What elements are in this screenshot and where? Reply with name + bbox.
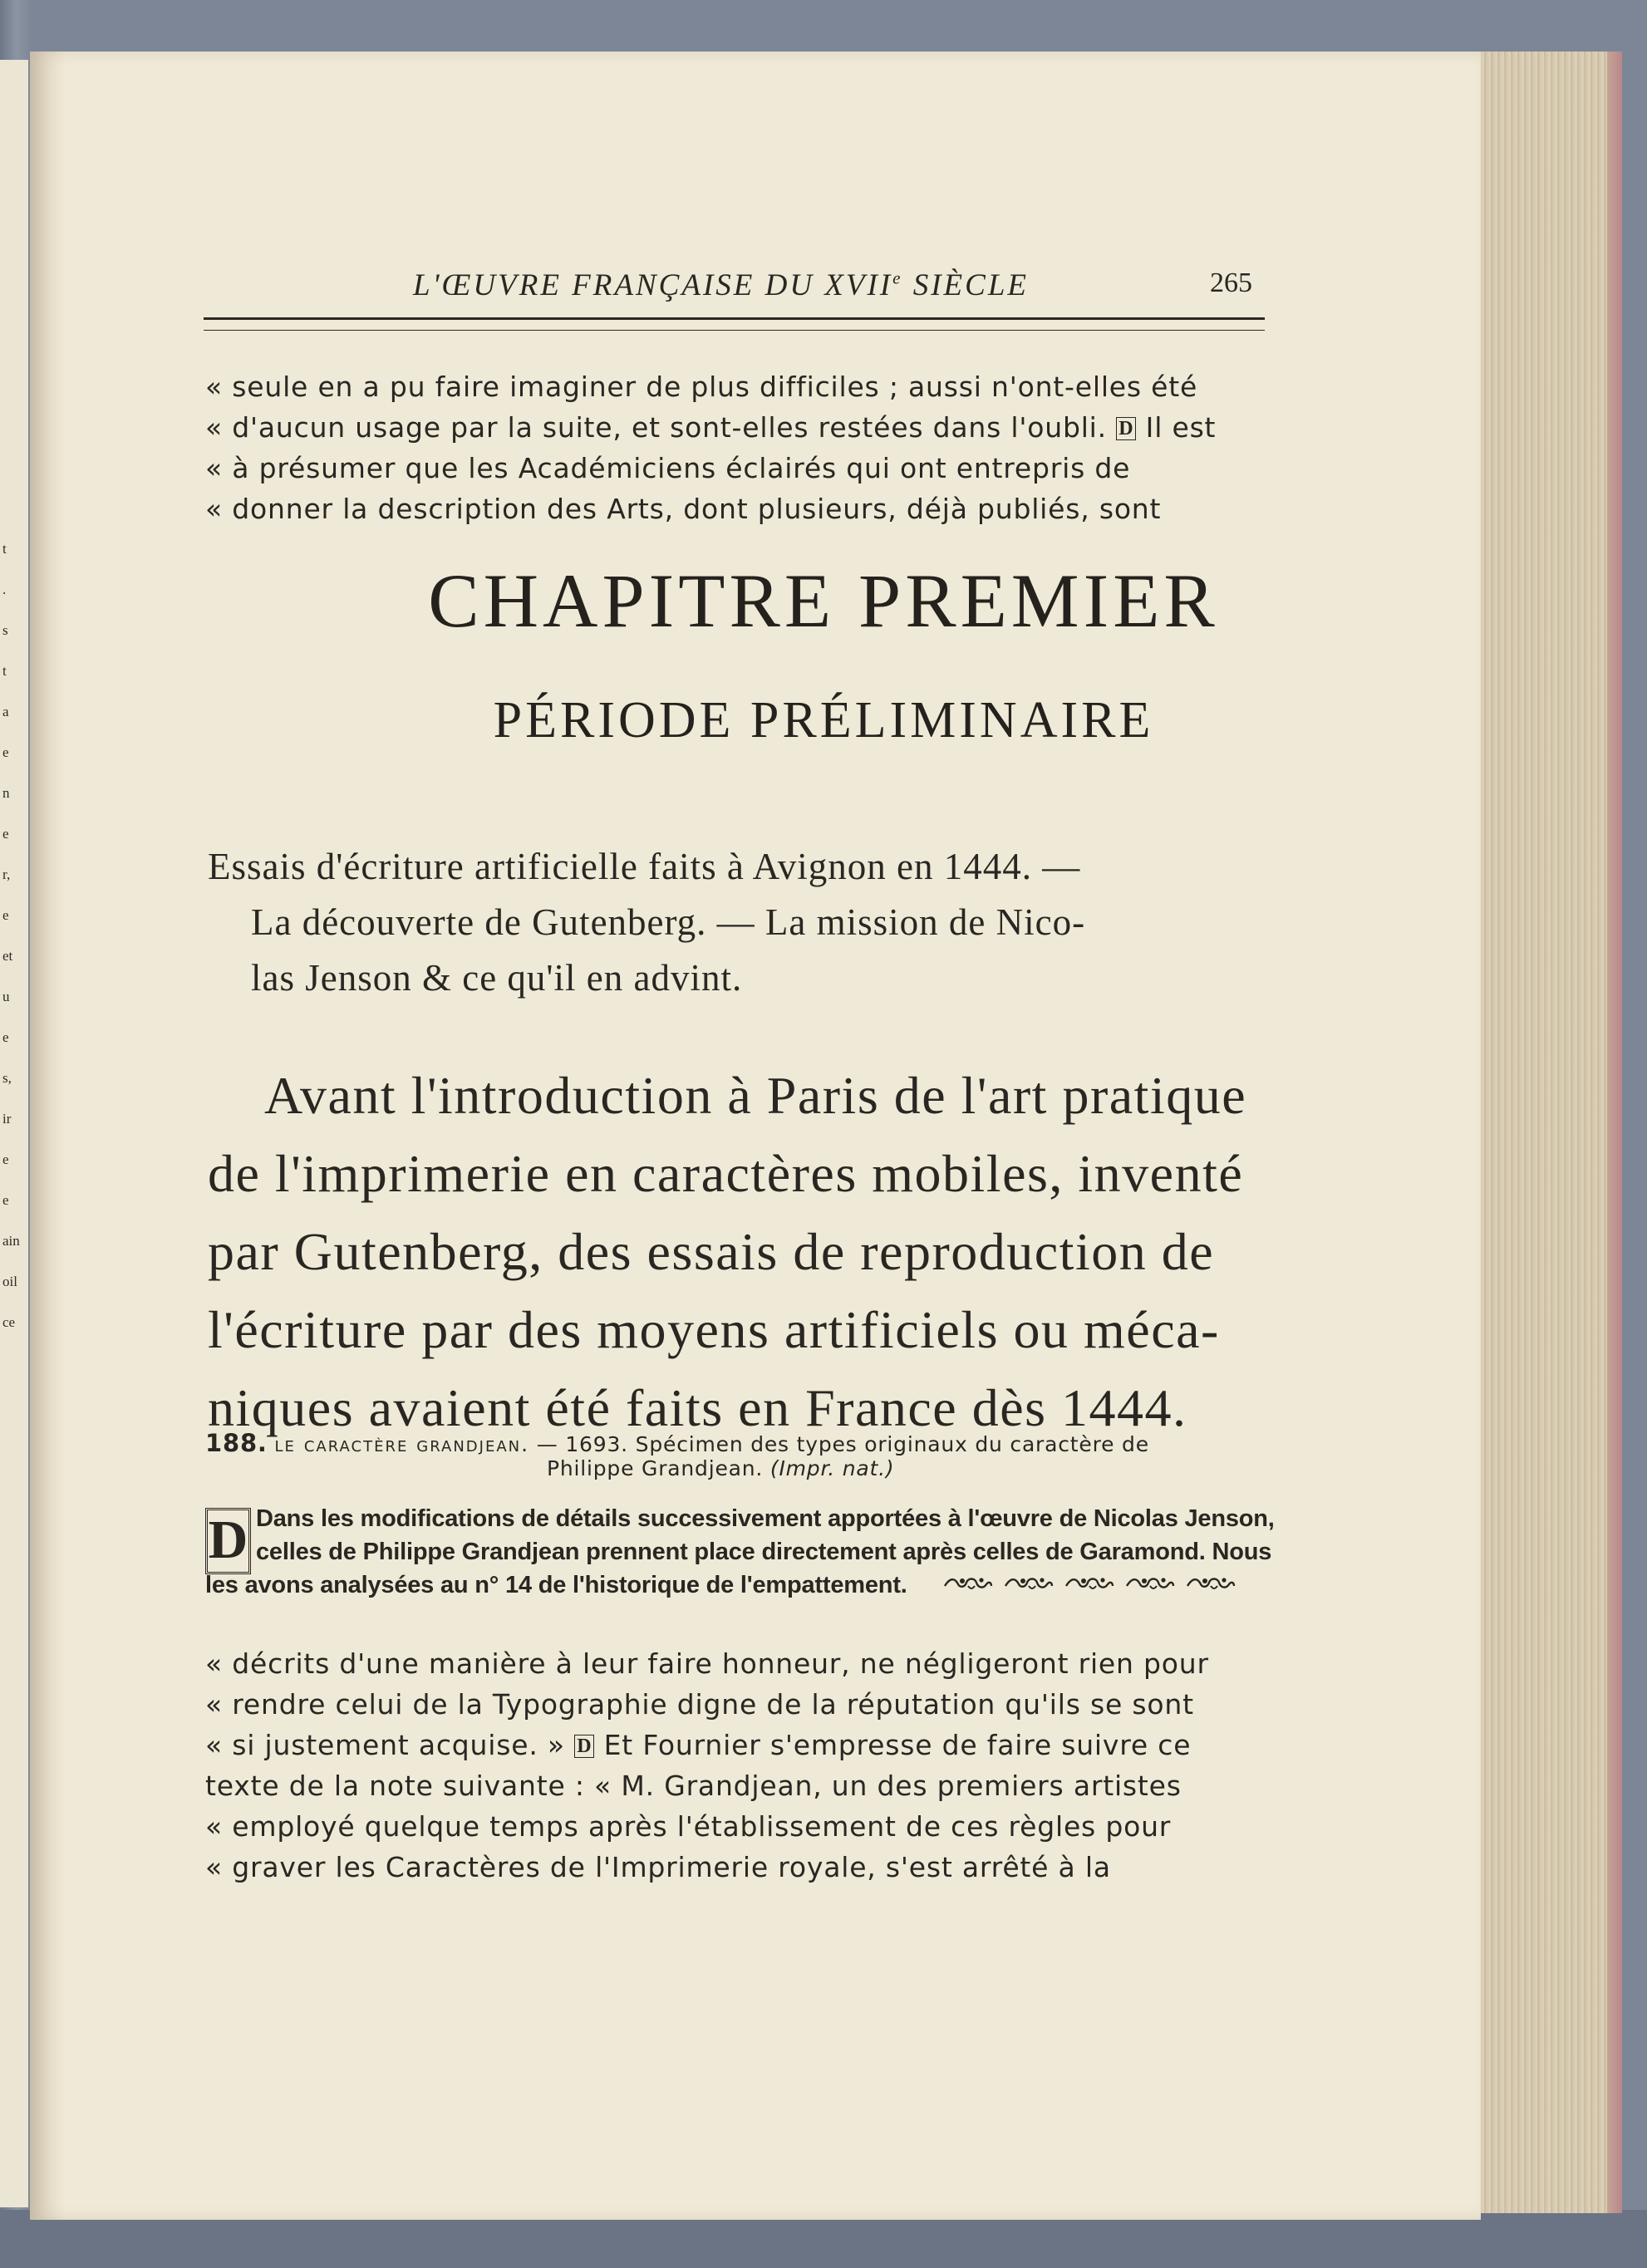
specimen-line: l'écriture par des moyens artificiels ou méca- [208,1300,1220,1359]
specimen-line: de l'imprimerie en caractères mobiles, inventé [208,1144,1244,1203]
summary-line: las Jenson & ce qu'il en advint. [251,957,743,999]
previous-page-text-fragment: e [2,1192,9,1208]
fleuron-icon [1064,1574,1114,1594]
text-fragment: Il est [1145,411,1217,444]
figure-number: 188. [205,1429,268,1457]
text-line [205,411,1216,444]
text-line: « employé quelque temps après l'établissement de ces règles pour [205,1810,1172,1843]
text-fragment: « si justement acquise. » [205,1729,565,1761]
previous-page-text-fragment: e [2,1029,9,1045]
page-gutter-shadow [30,52,65,2220]
previous-page-text-fragment: u [2,989,10,1004]
running-title-superscript: e [892,268,903,288]
text-line: « graver les Caractères de l'Imprimerie royale, s'est arrêté à la [205,1851,1111,1883]
chapter-title: CHAPITRE PREMIER [428,558,1219,643]
previous-page-text-fragment: n [2,785,10,801]
previous-page-text-fragment: s, [2,1070,12,1086]
text-line [205,1729,1191,1761]
drop-cap: D [205,1508,251,1574]
fleuron-icon [1186,1574,1236,1594]
page-block-edge [1481,52,1622,2213]
previous-page-text-fragment: s [2,622,8,638]
text-line: « à présumer que les Académiciens éclairés qui ont entrepris de [205,452,1131,484]
text-line: « seule en a pu faire imaginer de plus difficiles ; aussi n'ont-elles été [205,371,1198,403]
previous-page-edge [0,60,28,2207]
text-fragment: Et Fournier s'empresse de faire suivre ce [603,1729,1192,1761]
fleuron-icon [943,1574,993,1594]
previous-page-text-fragment: e [2,744,9,760]
red-edge [1607,52,1622,2213]
previous-page-text-fragment: r, [2,866,11,882]
previous-page-text-fragment: t [2,541,7,557]
summary-line: Essais d'écriture artificielle faits à Avignon en 1444. — [208,846,1081,887]
caption-text: Philippe Grandjean. [547,1456,764,1480]
note-line: celles de Philippe Grandjean prennent place directement après celles de Garamond. Nous [256,1539,1272,1565]
fleuron-icon [1125,1574,1175,1594]
text-line: texte de la note suivante : « M. Grandjean, un des premiers artistes [205,1770,1182,1802]
previous-page-text-fragment: e [2,1151,9,1167]
running-title [413,268,1029,303]
previous-page-text-fragment: ce [2,1314,16,1330]
specimen-line: par Gutenberg, des essais de reproduction de [208,1222,1215,1281]
paragraph-marker-icon: D [1116,417,1136,440]
chapter-subtitle: PÉRIODE PRÉLIMINAIRE [493,692,1154,749]
header-double-rule [204,317,1265,331]
note-line: Dans les modifications de détails successivement apportées à l'œuvre de Nicolas Jenson, [256,1505,1275,1532]
previous-page-text-fragment: oil [2,1274,17,1289]
text-line: « donner la description des Arts, dont plusieurs, déjà publiés, sont [205,493,1162,525]
specimen-line: Avant l'introduction à Paris de l'art pratique [264,1066,1247,1125]
page-number: 265 [1210,268,1252,298]
previous-page-text-fragment: t [2,663,7,679]
caption-text: — 1693. Spécimen des types originaux du caractère de [529,1432,1149,1456]
fleuron-ornament-row [943,1574,1246,1594]
running-title-rest: SIÈCLE [902,268,1030,302]
summary-line: La découverte de Gutenberg. — La mission de Nico- [251,901,1086,943]
previous-page-text-fragment: a [2,704,9,719]
paragraph-marker-icon: D [574,1735,594,1758]
text-line: « décrits d'une manière à leur faire honneur, ne négligeront rien pour [205,1647,1209,1680]
figure-name: le caractère grandjean. [274,1432,530,1456]
running-title-text: L'ŒUVRE FRANÇAISE DU XVII [413,268,893,302]
specimen-line: niques avaient été faits en France dès 1444. [208,1378,1187,1437]
text-fragment: « d'aucun usage par la suite, et sont-elles restées dans l'oubli. [205,411,1107,444]
caption-source: (Impr. nat.) [769,1456,895,1480]
previous-page-text-fragment: e [2,907,9,923]
fleuron-icon [1004,1574,1054,1594]
caption-line [205,1429,1149,1457]
previous-page-text-fragment: ir [2,1111,12,1127]
previous-page-text-fragment: et [2,948,13,964]
running-header [413,268,1252,317]
text-line: « rendre celui de la Typographie digne de la réputation qu'ils se sont [205,1688,1194,1721]
previous-page-text-fragment: e [2,826,9,842]
previous-page-text-fragment: . [2,582,7,597]
note-line: les avons analysées au n° 14 de l'historique de l'empattement. [205,1572,907,1598]
caption-line [547,1456,894,1480]
previous-page-text-fragment: ain [2,1233,20,1249]
